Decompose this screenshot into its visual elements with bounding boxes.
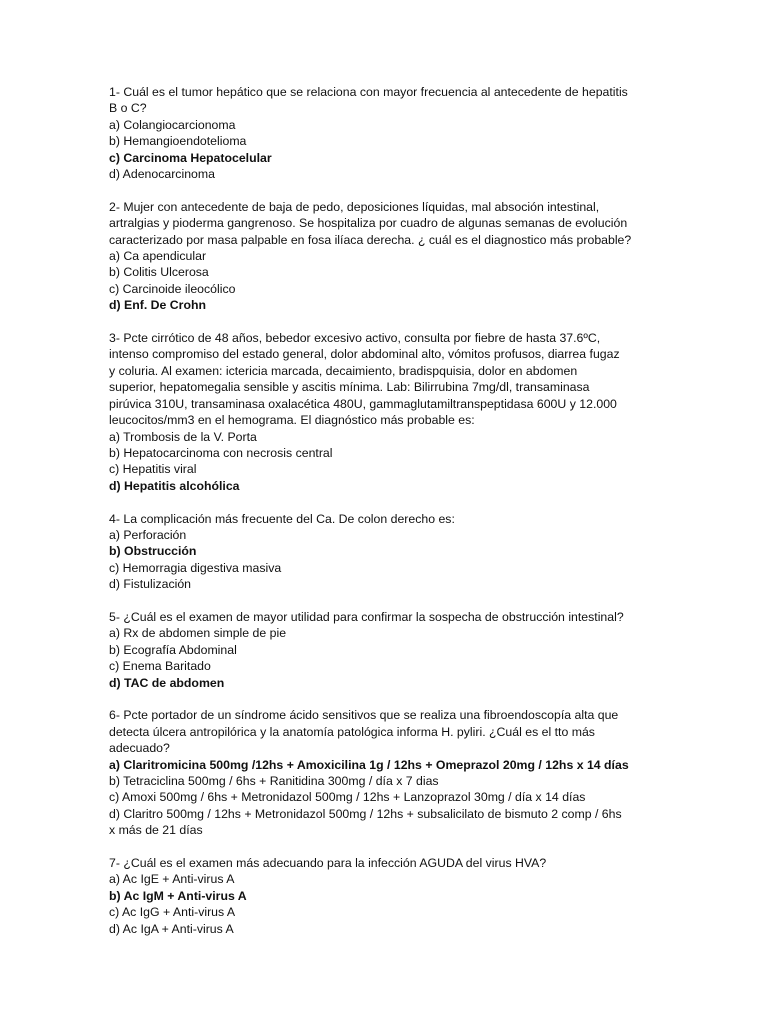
answer-option-c: c) Carcinoide ileocólico	[109, 281, 236, 296]
question-stem-line: intenso compromiso del estado general, dolor abdominal alto, vómitos profusos, diarrea fugaz	[109, 347, 620, 362]
answer-option-d-correct: d) TAC de abdomen	[109, 675, 225, 690]
answer-option-b: b) Tetraciclina 500mg / 6hs + Ranitidina 300mg / día x 7 dias	[109, 773, 439, 788]
question-stem-line: superior, hepatomegalia sensible y ascitis mínima. Lab: Bilirrubina 7mg/dl, transaminasa	[109, 380, 590, 395]
question-stem-line: 4- La complicación más frecuente del Ca. De colon derecho es:	[109, 511, 455, 526]
question-stem-line: 5- ¿Cuál es el examen de mayor utilidad para confirmar la sospecha de obstrucción intestinal?	[109, 609, 624, 624]
question-stem-line: leucocitos/mm3 en el hemograma. El diagnóstico más probable es:	[109, 413, 475, 428]
question-2	[109, 199, 669, 314]
question-stem-line: 6- Pcte portador de un síndrome ácido sensitivos que se realiza una fibroendoscopía alta que	[109, 708, 619, 723]
answer-option-c: c) Amoxi 500mg / 6hs + Metronidazol 500mg / 12hs + Lanzoprazol 30mg / día x 14 días	[109, 790, 586, 805]
answer-option-b-correct: b) Ac IgM + Anti-virus A	[109, 888, 247, 903]
question-stem-line: 2- Mujer con antecedente de baja de pedo, deposiciones líquidas, mal absoción intestinal,	[109, 199, 600, 214]
answer-option-d-correct: d) Hepatitis alcohólica	[109, 478, 240, 493]
answer-option-b-correct: b) Obstrucción	[109, 544, 197, 559]
answer-option-d: d) Claritro 500mg / 12hs + Metronidazol 500mg / 12hs + subsalicilato de bismuto 2 comp / 6hs	[109, 806, 622, 821]
answer-option-c: c) Hemorragia digestiva masiva	[109, 560, 282, 575]
answer-option-c: c) Enema Baritado	[109, 659, 211, 674]
question-stem-line: artralgias y pioderma gangrenoso. Se hospitaliza por cuadro de algunas semanas de evolución	[109, 216, 628, 231]
question-7	[109, 855, 669, 937]
answer-option-b: b) Colitis Ulcerosa	[109, 265, 209, 280]
answer-option-d-continuation: x más de 21 días	[109, 823, 203, 838]
question-3	[109, 330, 669, 494]
question-stem-line: 1- Cuál es el tumor hepático que se relaciona con mayor frecuencia al antecedente de hepatitis	[109, 85, 628, 99]
question-stem-line: B o C?	[109, 101, 147, 116]
question-stem-line: adecuado?	[109, 741, 170, 756]
answer-option-a: a) Ca apendicular	[109, 249, 207, 264]
answer-option-c: c) Hepatitis viral	[109, 462, 197, 477]
answer-option-a: a) Ac IgE + Anti-virus A	[109, 872, 235, 887]
answer-option-a: a) Colangiocarcionoma	[109, 117, 236, 132]
answer-option-b: b) Hepatocarcinoma con necrosis central	[109, 445, 333, 460]
question-4	[109, 511, 669, 593]
answer-option-d: d) Ac IgA + Anti-virus A	[109, 921, 234, 936]
question-stem-line: detecta úlcera antropilórica y la anatomía patológica informa H. pyliri. ¿Cuál es el tto más	[109, 724, 595, 739]
answer-option-d: d) Adenocarcinoma	[109, 167, 215, 182]
question-stem-line: caracterizado por masa palpable en fosa ilíaca derecha. ¿ cuál es el diagnostico más probable?	[109, 232, 632, 247]
answer-option-c-correct: c) Carcinoma Hepatocelular	[109, 150, 272, 165]
answer-option-d-correct: d) Enf. De Crohn	[109, 298, 207, 313]
question-stem-line: 7- ¿Cuál es el examen más adecuando para la infección AGUDA del virus HVA?	[109, 856, 547, 870]
answer-option-a: a) Rx de abdomen simple de pie	[109, 626, 287, 641]
question-6	[109, 707, 669, 838]
answer-option-b: b) Hemangioendotelioma	[109, 134, 247, 149]
question-stem-line: 3- Pcte cirrótico de 48 años, bebedor excesivo activo, consulta por fiebre de hasta 37.6ºC,	[109, 331, 601, 346]
answer-option-a-correct: a) Claritromicina 500mg /12hs + Amoxicilina 1g / 12hs + Omeprazol 20mg / 12hs x 14 días	[109, 757, 629, 772]
answer-option-c: c) Ac IgG + Anti-virus A	[109, 905, 236, 920]
answer-option-d: d) Fistulización	[109, 577, 192, 592]
question-5	[109, 609, 669, 691]
question-stem-line: pirúvica 310U, transaminasa oxalacética 480U, gammaglutamiltranspeptidasa 600U y 12.000	[109, 396, 617, 411]
answer-option-a: a) Perforación	[109, 527, 187, 542]
answer-option-a: a) Trombosis de la V. Porta	[109, 429, 257, 444]
exam-content	[109, 84, 669, 953]
question-1	[109, 84, 669, 182]
answer-option-b: b) Ecografía Abdominal	[109, 642, 237, 657]
question-stem-line: y coluria. Al examen: ictericia marcada, decaimiento, bradispquisia, dolor en abdomen	[109, 363, 578, 378]
